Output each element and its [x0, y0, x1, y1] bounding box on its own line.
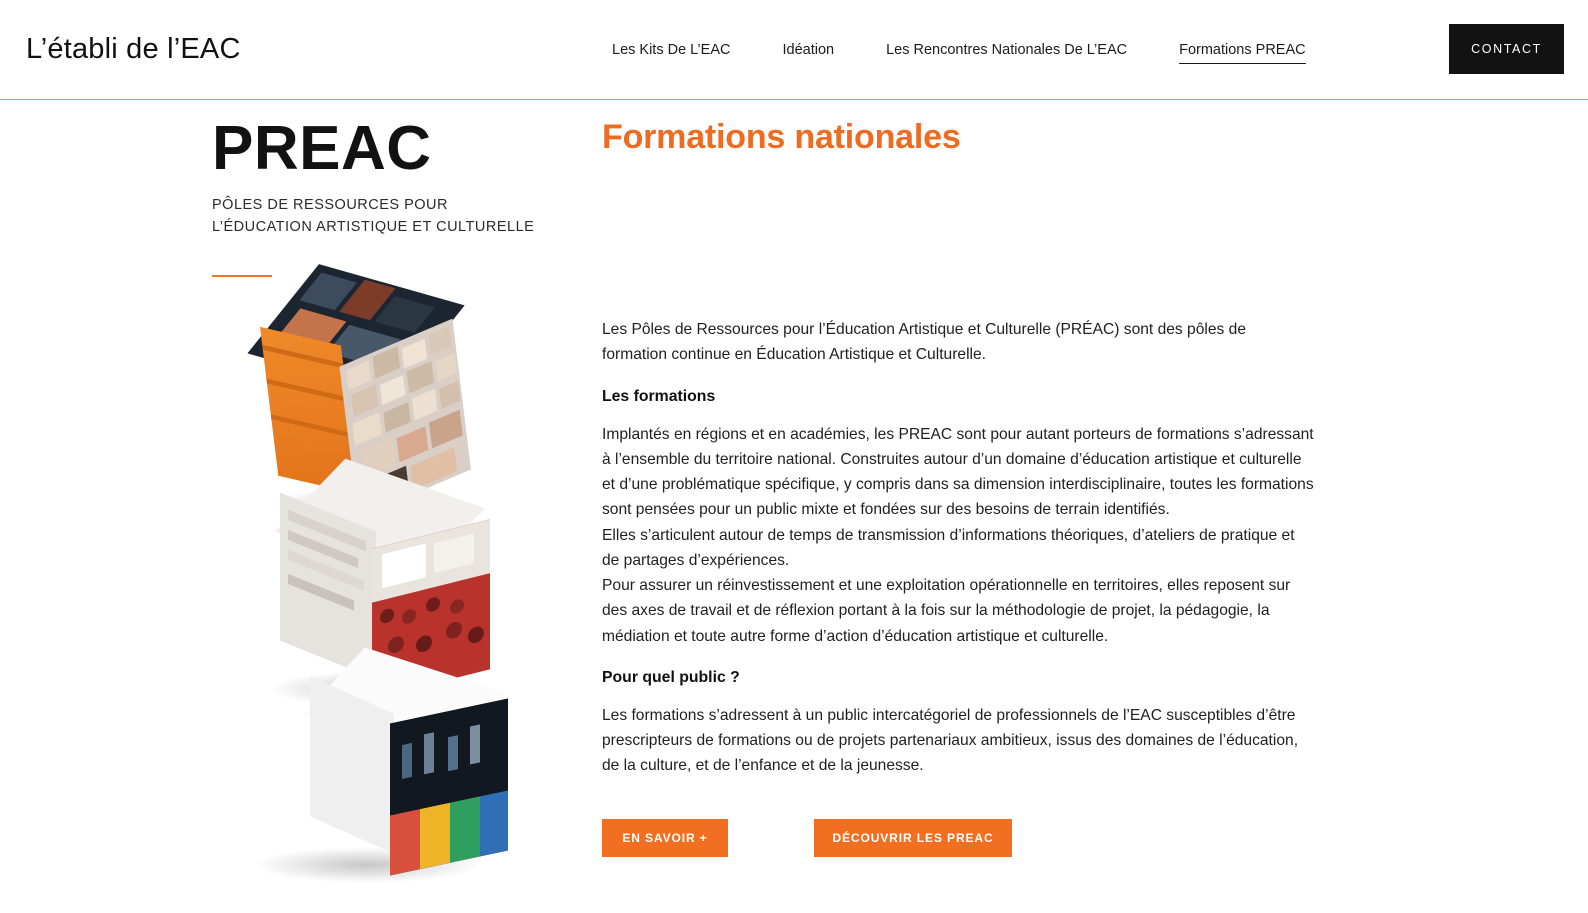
main-content — [602, 118, 1342, 859]
cube-bottom — [310, 679, 515, 874]
nav-item-rencontres[interactable]: Les Rencontres Nationales De L’EAC — [886, 42, 1128, 58]
preac-subtitle: PÔLES DE RESSOURCES POUR L’ÉDUCATION ARTISTIQUE ET CULTURELLE — [212, 197, 535, 236]
en-savoir-plus-button[interactable]: EN SAVOIR + — [602, 819, 728, 857]
cubes-illustration — [262, 299, 592, 859]
formations-paragraph-2: Elles s’articulent autour de temps de transmission d’informations théoriques, d’ateliers de pratique et de partages d’expériences. — [602, 526, 1295, 569]
intro-paragraph: Les Pôles de Ressources pour l’Éducation Artistique et Culturelle (PRÉAC) sont des pôles de formation continue en Éducation Artistique et Culturelle. — [602, 321, 1247, 364]
cube-bottom-front-face-workshop — [390, 699, 508, 876]
site-brand[interactable]: L’établi de l’EAC — [26, 33, 241, 65]
contact-button[interactable]: CONTACT — [1449, 24, 1564, 74]
left-column — [212, 114, 602, 859]
nav-item-ideation[interactable]: Idéation — [782, 42, 835, 58]
cta-row — [602, 819, 1342, 857]
formations-paragraph-1: Implantés en régions et en académies, les PREAC sont pour autant porteurs de formations s’adressant à l’ensemble du territoire national. Construites autour d’un domaine d’éducation artistique et culturelle et d’une problématique spécifique, y compris dans sa dimension interdisciplinaire, toutes les formations sont pensées pour un public mixte et fondées sur des besoins de terrain identifiés. — [602, 425, 1314, 519]
content-block — [602, 317, 1342, 857]
page-title: Formations nationales — [602, 118, 961, 156]
preac-title: PREAC — [212, 114, 432, 183]
main-navigation — [612, 0, 1306, 100]
public-paragraph-1: Les formations s’adressent à un public intercatégoriel de professionnels de l’EAC susceptibles d’être prescripteurs de formations ou de projets partenariaux ambitieux, issus des domaines de l’éducation, de la culture, et de l’enfance et de la jeunesse. — [602, 706, 1299, 775]
nav-item-formations-preac[interactable]: Formations PREAC — [1179, 36, 1306, 64]
formations-paragraph-3: Pour assurer un réinvestissement et une exploitation opérationnelle en territoires, elles reposent sur des axes de travail et de réflexion portant à la fois sur la méthodologie de projet, la pédagogie, la médiation et toute autre forme d’action d’éducation artistique et culturelle. — [602, 577, 1291, 645]
section-title-formations: Les formations — [602, 387, 716, 405]
orange-divider — [212, 275, 272, 278]
page-body — [0, 100, 1588, 859]
nav-item-kits[interactable]: Les Kits De L’EAC — [612, 42, 731, 58]
site-header — [0, 0, 1588, 100]
decouvrir-les-preac-button[interactable]: DÉCOUVRIR LES PREAC — [814, 819, 1012, 857]
section-title-public: Pour quel public ? — [602, 668, 740, 686]
